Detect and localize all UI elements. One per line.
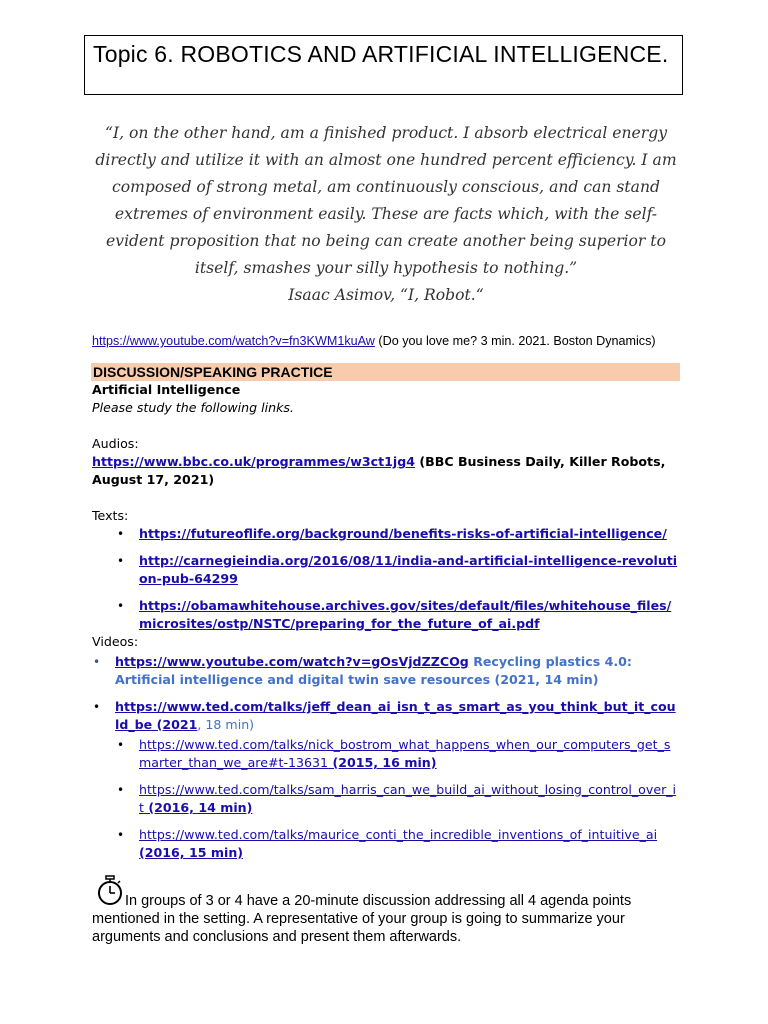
section-subheading: Artificial Intelligence (92, 382, 241, 397)
audio-note: (BBC Business Daily, Killer Robots, August 17, 2021) (92, 454, 666, 487)
video-ted-link[interactable]: https://www.ted.com/talks/maurice_conti_the_incredible_inventions_of_intuitive_ai (139, 827, 658, 842)
audio-bbc-link[interactable]: https://www.bbc.co.uk/programmes/w3ct1jg4 (92, 454, 415, 469)
intro-link-line (92, 334, 656, 348)
section-heading: DISCUSSION/SPEAKING PRACTICE (91, 363, 680, 381)
bullet-icon: • (117, 599, 125, 613)
bullet-icon: • (117, 527, 125, 541)
video-youtube-link[interactable]: https://www.youtube.com/watch?v=gOsVjdZZCOg (115, 654, 469, 669)
list-item (117, 781, 679, 817)
bullet-icon: • (117, 738, 125, 752)
bullet-icon: • (117, 554, 125, 568)
videos-sublist (117, 736, 679, 871)
video-ted-link[interactable]: https://www.ted.com/talks/nick_bostrom_what_happens_when_our_computers_get_smarter_than_we_are#t-13631 (139, 737, 671, 770)
list-item (117, 826, 679, 862)
text-link[interactable]: https://futureoflife.org/background/benefits-risks-of-artificial-intelligence/ (139, 526, 667, 541)
task-instructions: In groups of 3 or 4 have a 20-minute discussion addressing all 4 agenda points mentioned in the setting. A representative of your group is going to summarize your arguments and conclusions and present them afterwards. (92, 893, 632, 945)
audios-line (92, 453, 682, 489)
video-ted-link[interactable]: https://www.ted.com/talks/sam_harris_can_we_build_ai_without_losing_control_over_it (139, 782, 677, 815)
video-note: , 18 min) (197, 717, 255, 732)
intro-youtube-link[interactable]: https://www.youtube.com/watch?v=fn3KWM1kuAw (92, 334, 375, 348)
texts-label: Texts: (92, 508, 129, 523)
list-item (117, 736, 679, 772)
bullet-icon: • (93, 700, 101, 714)
video-note: (2016, 15 min) (139, 845, 244, 860)
audios-label: Audios: (92, 436, 139, 451)
bullet-icon: • (93, 655, 101, 669)
list-item (117, 552, 679, 588)
asimov-quote (88, 120, 684, 309)
list-item (93, 698, 677, 734)
video-note: (2016, 14 min) (143, 800, 253, 815)
video-ted-link[interactable]: https://www.ted.com/talks/jeff_dean_ai_isn_t_as_smart_as_you_think_but_it_could_be (2021 (115, 699, 676, 732)
video-note: (2015, 16 min) (328, 755, 437, 770)
text-link[interactable]: http://carnegieindia.org/2016/08/11/india-and-artificial-intelligence-revolution-pub-64299 (139, 553, 678, 586)
section-instruction: Please study the following links. (92, 400, 294, 415)
quote-text: “I, on the other hand, am a finished product. I absorb electrical energy directly and utilize it with an almost one hundred percent efficiency. I am composed of strong metal, am continuously conscious, and can stand extremes of environment easily. These are facts which, with the self-evident proposition that no being can create another being superior to itself, smashes your silly hypothesis to nothing.” (95, 124, 677, 277)
bullet-icon: • (117, 783, 125, 797)
text-link[interactable]: https://obamawhitehouse.archives.gov/sites/default/files/whitehouse_files/microsites/ostp/NSTC/preparing_for_the_future_of_ai.pdf (139, 598, 672, 631)
list-item (93, 653, 677, 689)
bullet-icon: • (117, 828, 125, 842)
page-title: Topic 6. ROBOTICS AND ARTIFICIAL INTELLIGENCE. (84, 35, 683, 95)
videos-label: Videos: (92, 634, 139, 649)
quote-author: Isaac Asimov, “I, Robot.“ (288, 286, 484, 304)
video-note: Recycling plastics 4.0: Artificial intelligence and digital twin save resources (2021, 14 min) (115, 654, 632, 687)
list-item (117, 597, 679, 633)
list-item (117, 525, 679, 543)
texts-list (117, 525, 679, 642)
videos-list (93, 653, 677, 743)
intro-link-note: (Do you love me? 3 min. 2021. Boston Dynamics) (374, 334, 656, 348)
